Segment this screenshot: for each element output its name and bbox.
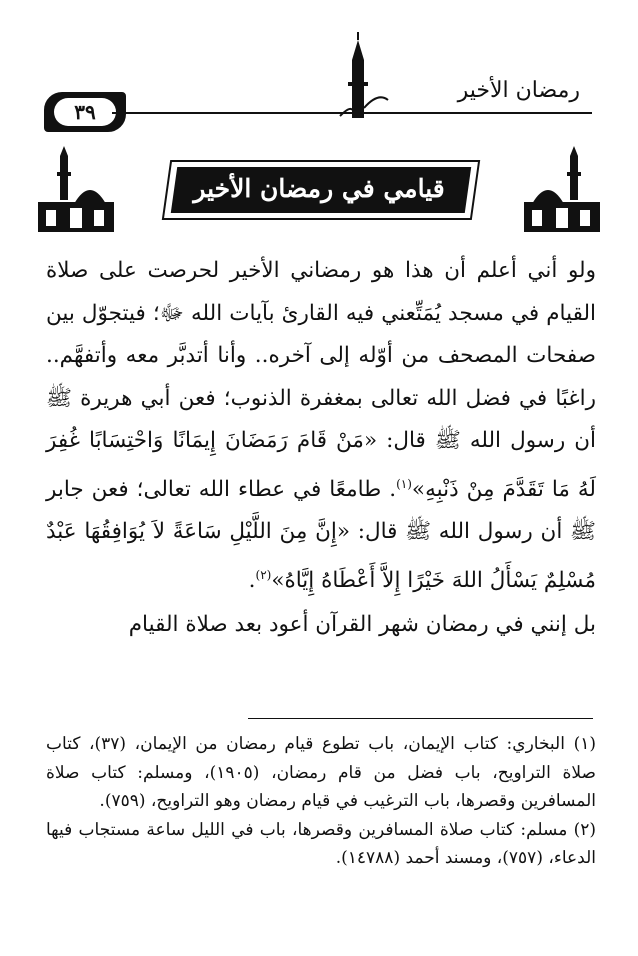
mosque-icon xyxy=(30,146,120,236)
paragraph xyxy=(46,250,596,602)
footnote-ref: (٢) xyxy=(255,567,272,582)
paragraph-text: . طامعًا في عطاء الله تعالى؛ فعن جابر ﷺ أن رسول الله ﷺ قال: «إِنَّ مِنَ اللَّيْلِ سَاعَةً لاَ يُوَافِقُهَا عَبْدٌ مُسْلِمٌ يَسْأَلُ اللهَ خَيْرًا إِلاَّ أَعْطَاهُ إِيَّاهُ» xyxy=(46,476,596,593)
paragraph-text: ولو أني أعلم أن هذا هو رمضاني الأخير لحرصت على صلاة القيام في مسجد يُمَتِّعني فيه القارئ بآيات الله ﷻ؛ فيتجوّل بين صفحات المصحف من أوّله إلى آخره.. وأنا أتدبَّر معه وأتفهَّم.. راغبًا في فضل الله تعالى بمغفرة الذنوب؛ فعن أبي هريرة ﷺ أن رسول الله ﷺ قال: «مَنْ قَامَ رَمَضَانَ إِيمَانًا وَاحْتِسَابًا غُفِرَ لَهُ مَا تَقَدَّمَ مِنْ ذَنْبِهِ» xyxy=(46,258,596,502)
footnotes xyxy=(46,730,596,873)
running-title: رمضان الأخير xyxy=(457,78,580,103)
mosque-icon xyxy=(518,146,608,236)
page-number: ٣٩ xyxy=(54,98,116,126)
paragraph-text: . xyxy=(248,567,256,593)
footnote-ref: (١) xyxy=(396,476,412,491)
page-header xyxy=(40,30,600,124)
section-title: قيامي في رمضان الأخير xyxy=(193,173,445,203)
body-text xyxy=(46,250,596,647)
minaret-ornament-icon xyxy=(330,30,390,120)
footnote: (١) البخاري: كتاب الإيمان، باب تطوع قيام رمضان من الإيمان، (٣٧)، كتاب صلاة التراويح، باب فضل من قام رمضان، (١٩٠٥)، ومسلم: كتاب صلاة المسافرين وقصرها، باب الترغيب في قيام رمضان وهو التراويح، (٧٥٩). xyxy=(46,734,596,811)
section-title-row xyxy=(30,140,608,240)
footnote-separator xyxy=(248,718,593,719)
footnote: (٢) مسلم: كتاب صلاة المسافرين وقصرها، باب في الليل ساعة مستجاب فيها الدعاء، (٧٥٧)، ومسند أحمد (١٤٧٨٨). xyxy=(46,819,596,868)
paragraph: بل إنني في رمضان شهر القرآن أعود بعد صلاة القيام xyxy=(128,612,596,638)
